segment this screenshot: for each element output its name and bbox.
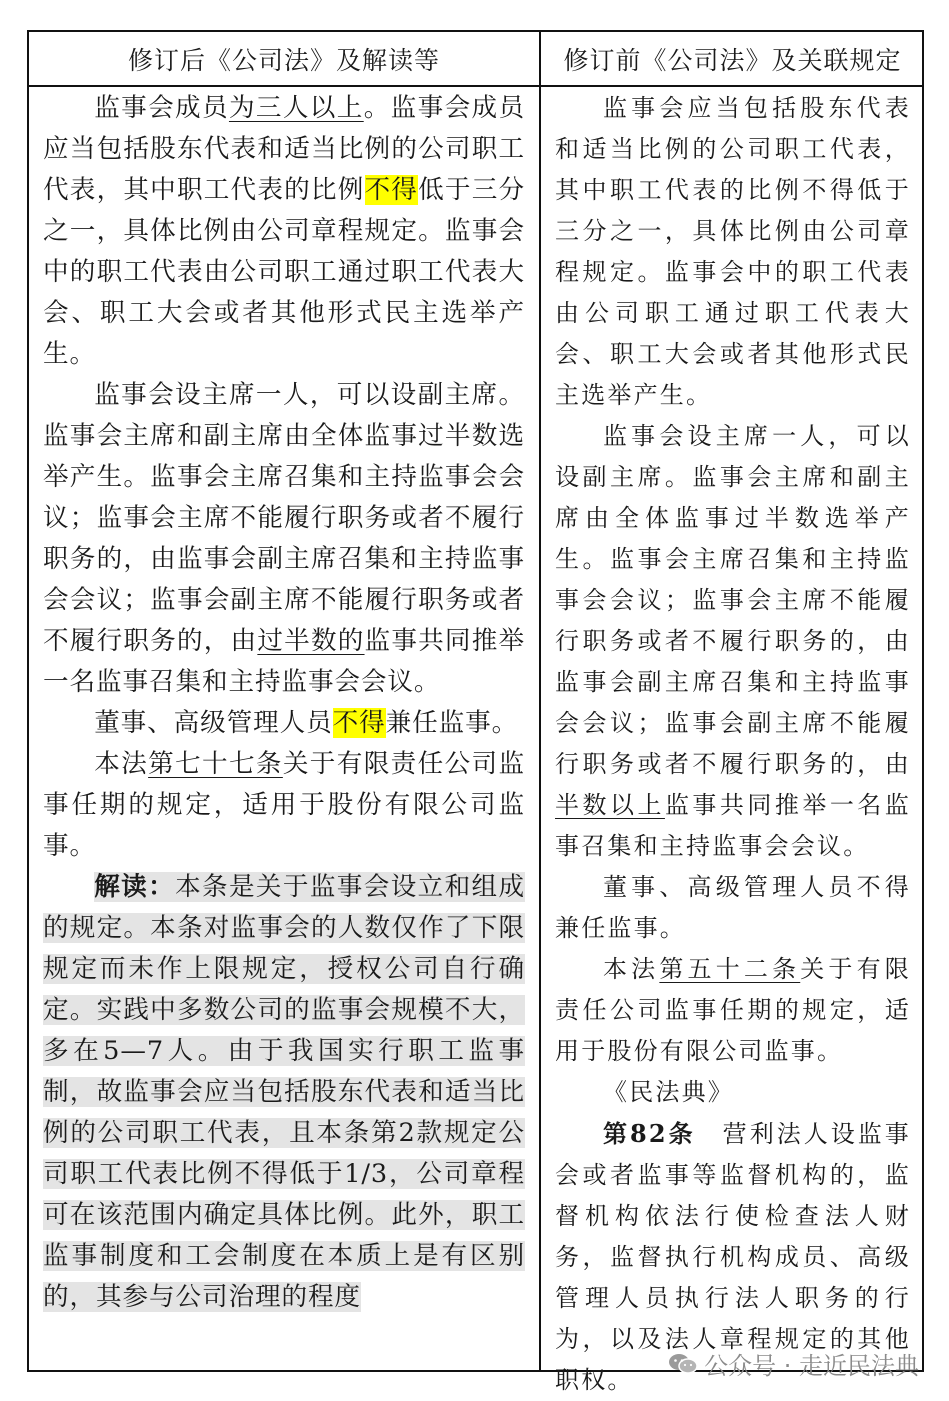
civil-code-title: 《民法典》 [603, 1078, 734, 1106]
right-column-body [555, 88, 911, 1394]
interpretation-paragraph [43, 867, 525, 1318]
right-paragraph-4: 本法第五十二条关于有限责任公司监事任期的规定，适用于股份有限公司监事。 [555, 955, 911, 1065]
left-paragraph-1: 监事会成员为三人以上。监事会成员应当包括股东代表和适当比例的公司职工代表，其中职工代表的比例不得低于三分之一，具体比例由公司章程规定。监事会中的职工代表由公司职工通过职工代表大会、职工大会或者其他形式民主选举产生。 [43, 93, 525, 369]
article-number: 第82条 [603, 1119, 696, 1148]
left-paragraph-4: 本法第七十七条关于有限责任公司监事任期的规定，适用于股份有限公司监事。 [43, 749, 525, 861]
right-paragraph-1: 监事会应当包括股东代表和适当比例的公司职工代表，其中职工代表的比例不得低于三分之一，具体比例由公司章程规定。监事会中的职工代表由公司职工通过职工代表大会、职工大会或者其他形式民主选举产生。 [555, 94, 911, 409]
article-reference: 第七十七条 [148, 749, 283, 779]
interpretation-label: 解读： [94, 872, 176, 902]
watermark [668, 1346, 919, 1381]
left-paragraph-3: 董事、高级管理人员不得兼任监事。 [94, 708, 519, 738]
column-divider [539, 32, 541, 1370]
right-paragraph-3: 董事、高级管理人员不得兼任监事。 [555, 873, 911, 942]
header-divider [29, 85, 922, 87]
underlined-change: 半数以上 [555, 791, 665, 819]
left-column-header [29, 32, 539, 85]
civil-code-article: 第82条 营利法人设监事会或者监事等监督机构的，监督机构依法行使检查法人财务，监督执行机构成员、高级管理人员执行法人职务的行为，以及法人章程规定的其他职权。 [555, 1119, 911, 1394]
underlined-change: 过半数的 [257, 626, 365, 656]
wechat-icon [668, 1352, 698, 1376]
left-header-title: 修订后《公司法》及解读等 [127, 45, 440, 75]
right-column-header [541, 32, 924, 85]
underlined-change: 为三人以上 [228, 93, 364, 123]
left-column-body [43, 88, 525, 1370]
highlighted-change: 不得 [332, 708, 386, 738]
article-reference: 第五十二条 [659, 955, 801, 983]
right-paragraph-2: 监事会设主席一人，可以设副主席。监事会主席和副主席由全体监事过半数选举产生。监事会主席召集和主持监事会会议；监事会主席不能履行职务或者不履行职务的，由监事会副主席召集和主持监事会会议；监事会副主席不能履行职务或者不履行职务的，由半数以上监事共同推举一名监事召集和主持监事会会议。 [555, 422, 911, 860]
left-paragraph-2: 监事会设主席一人，可以设副主席。监事会主席和副主席由全体监事过半数选举产生。监事会主席召集和主持监事会会议；监事会主席不能履行职务或者不履行职务的，由监事会副主席召集和主持监事会会议；监事会副主席不能履行职务或者不履行职务的，由过半数的监事共同推举一名监事召集和主持监事会会议。 [43, 380, 526, 697]
right-header-title: 修订前《公司法》及关联规定 [563, 45, 902, 75]
comparison-table [27, 30, 924, 1394]
highlighted-change: 不得 [364, 175, 419, 205]
watermark-text: 公众号 · 走近民法典 [704, 1352, 919, 1380]
interpretation-text: 本条是关于监事会设立和组成的规定。本条对监事会的人数仅作了下限规定而未作上限规定，授权公司自行确定。实践中多数公司的监事会规模不大，多在5—7人。由于我国实行职工监事制，故监事会应当包括股东代表和适当比例的公司职工代表，且本条第2款规定公司职工代表比例不得低于1/3，公司章程可在该范围内确定具体比例。此外，职工监事制度和工会制度在本质上是有区别的，其参与公司治理的程度 [43, 872, 526, 1312]
